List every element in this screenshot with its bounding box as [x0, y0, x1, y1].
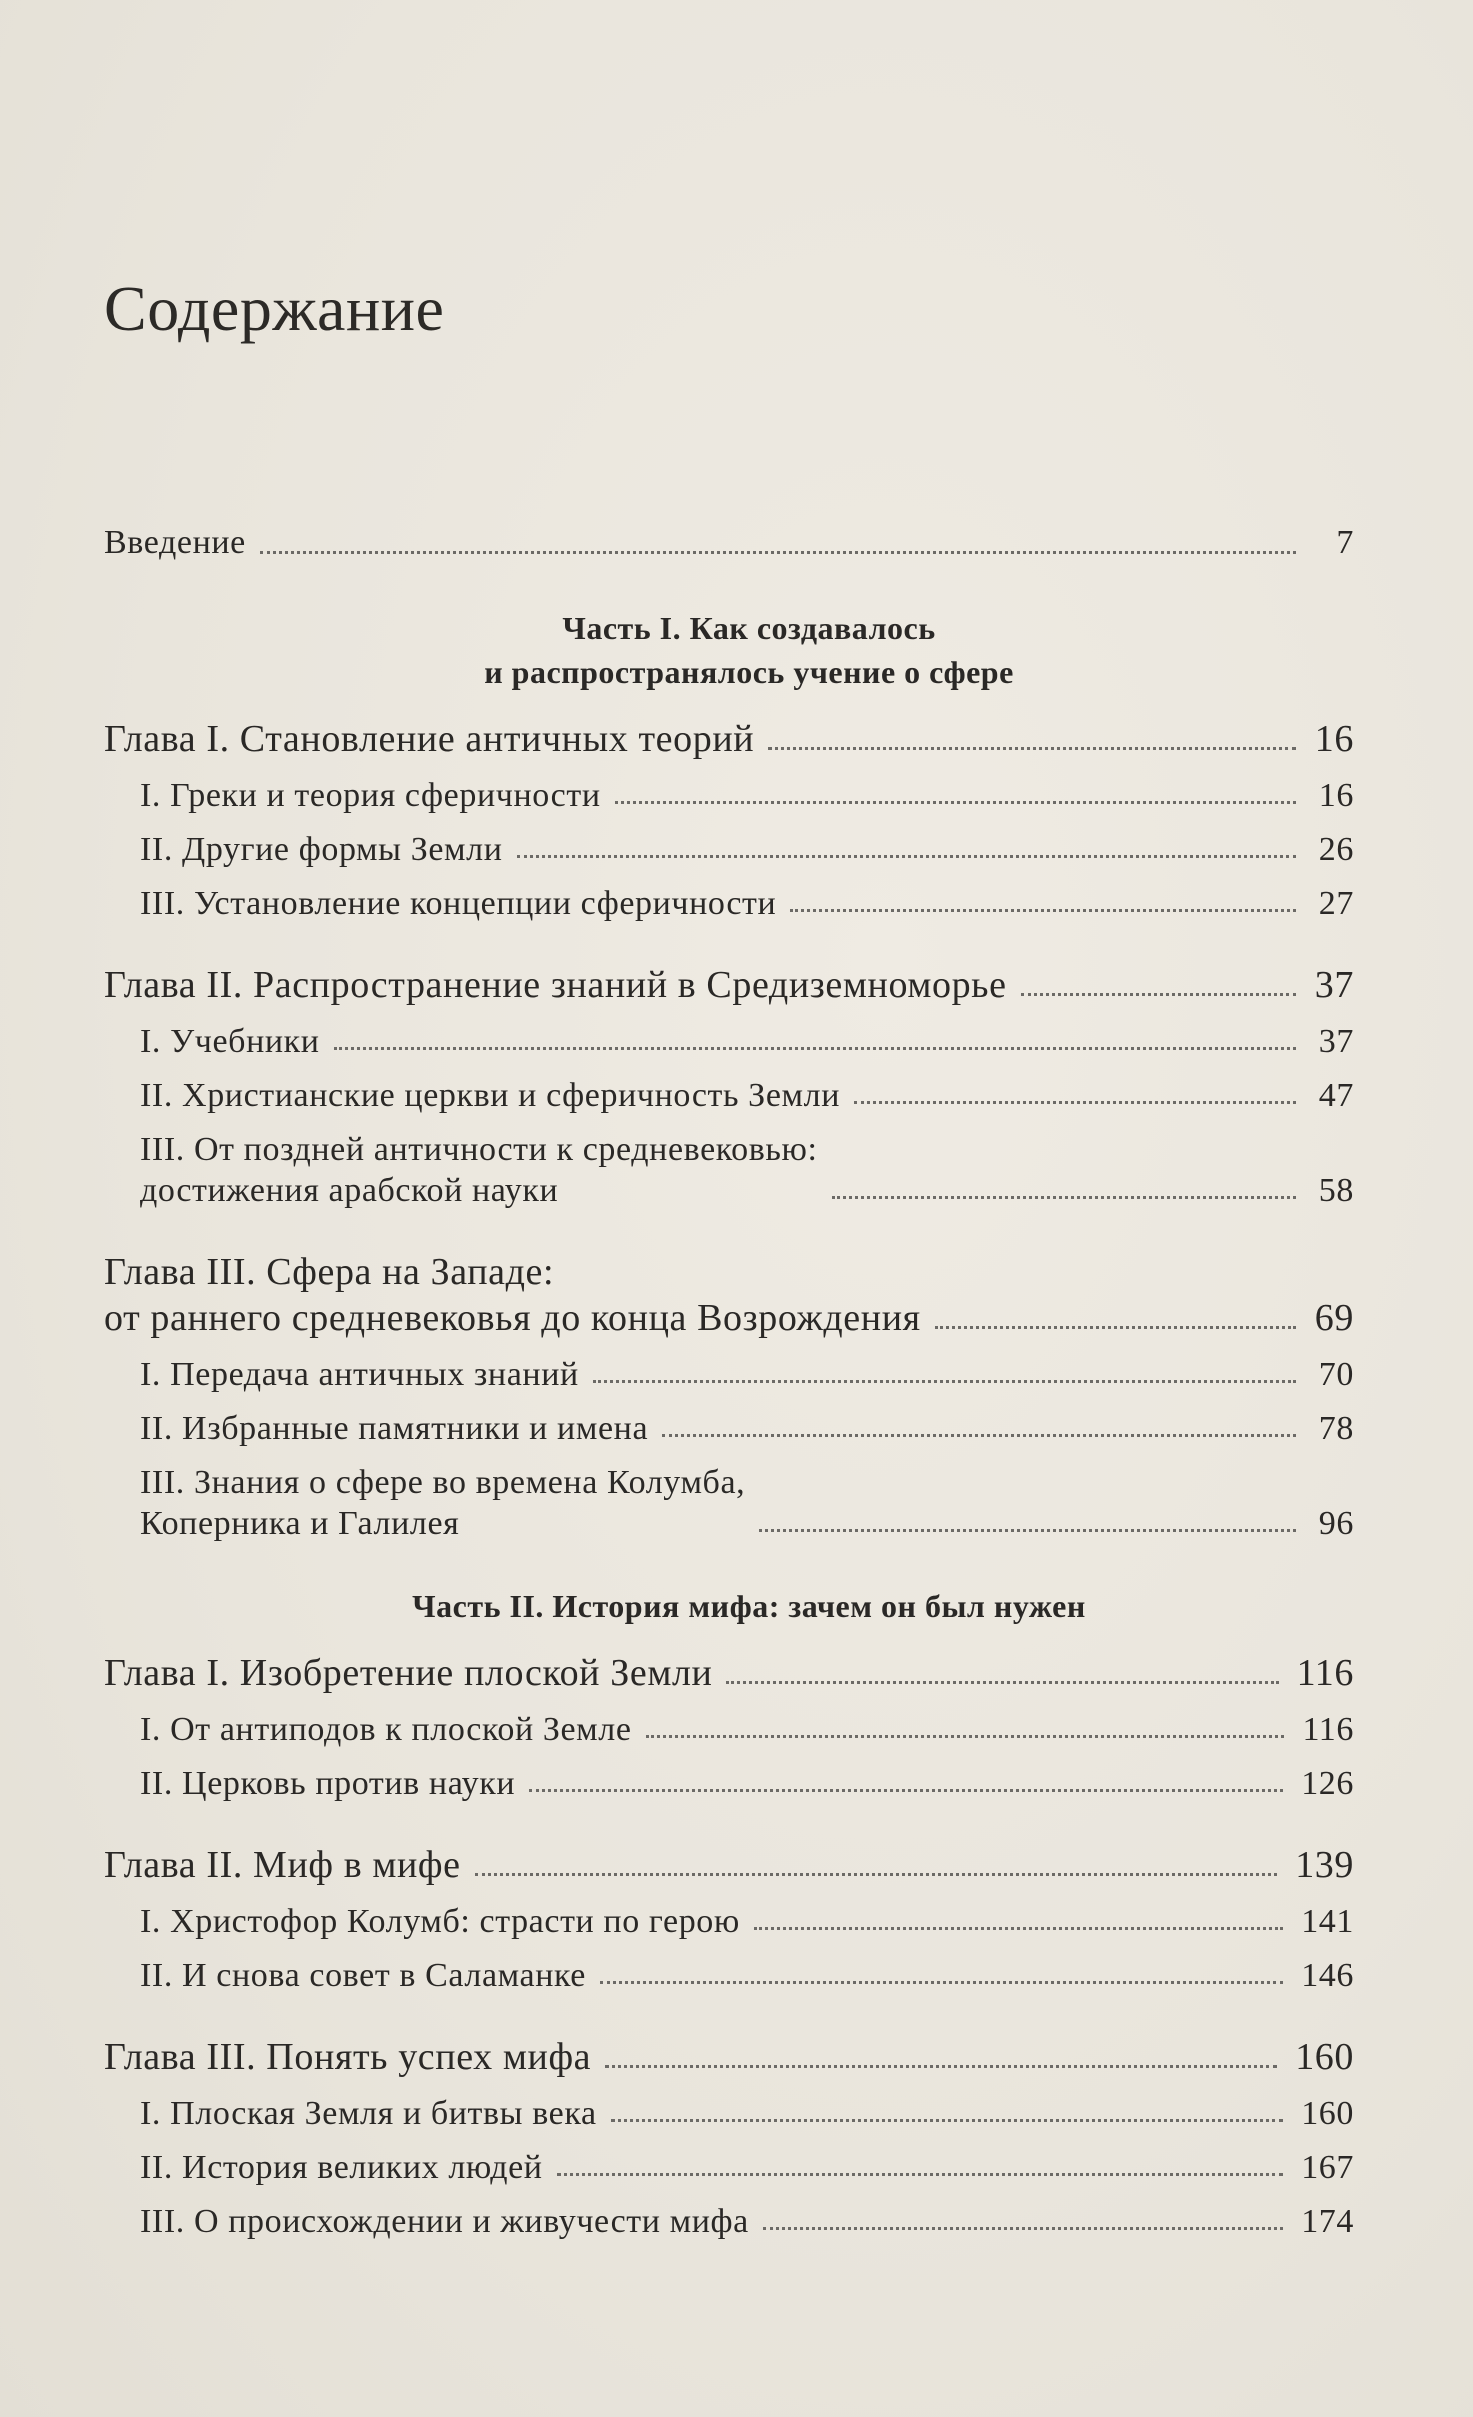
dot-leader: [593, 1380, 1296, 1383]
toc-entry-label: II. Другие формы Земли: [140, 831, 503, 868]
dot-leader: [605, 2065, 1277, 2068]
dot-leader: [517, 855, 1297, 858]
toc-entry-label: II. И снова совет в Саламанке: [140, 1957, 586, 1994]
toc-entry-section[interactable]: [104, 1709, 1354, 1750]
toc-page-number: 160: [1301, 2095, 1354, 2132]
spacer: [104, 1628, 1354, 1650]
toc-page-number: 47: [1318, 1077, 1354, 1114]
toc-entry-label: II. Церковь против науки: [140, 1765, 516, 1802]
toc-entry-chapter[interactable]: [104, 2034, 1354, 2080]
toc-page-number: 141: [1301, 1903, 1354, 1940]
toc-entry-label: III. От поздней античности к средневековью: достижения арабской науки: [140, 1131, 818, 1209]
toc-page-number: 78: [1318, 1410, 1354, 1447]
dot-leader: [611, 2119, 1284, 2122]
dot-leader: [662, 1434, 1296, 1437]
toc-entry-label: Глава I. Изобретение плоской Земли: [104, 1652, 713, 1694]
toc-entry-label: II. История великих людей: [140, 2149, 543, 2186]
toc-entry-section[interactable]: [104, 1955, 1354, 1996]
toc-entry-label: I. От антиподов к плоской Земле: [140, 1711, 632, 1748]
toc-entry-section[interactable]: [104, 2147, 1354, 2188]
dot-leader: [646, 1735, 1285, 1738]
toc-entry-section[interactable]: [104, 775, 1354, 816]
toc-entry-section[interactable]: [104, 1354, 1354, 1395]
spacer: [104, 566, 1354, 606]
toc-page-number: 160: [1295, 2036, 1354, 2078]
toc-entry-label: I. Греки и теория сферичности: [140, 777, 601, 814]
toc-parts: [104, 566, 1354, 2242]
toc-entry-chapter[interactable]: [104, 1842, 1354, 1888]
toc-entry-label: III. О происхождении и живучести мифа: [140, 2203, 749, 2240]
dot-leader: [832, 1196, 1296, 1199]
toc-entry-label: Глава III. Понять успех мифа: [104, 2036, 592, 2078]
toc-entry-section[interactable]: [104, 1021, 1354, 1062]
dot-leader: [854, 1101, 1296, 1104]
dot-leader: [768, 747, 1296, 750]
spacer: [104, 694, 1354, 716]
toc-page-number: 116: [1296, 1652, 1354, 1694]
toc-entry-label: Глава III. Сфера на Западе: от раннего средневековья до конца Возрождения: [104, 1251, 921, 1339]
dot-leader: [726, 1681, 1278, 1684]
dot-leader: [529, 1789, 1283, 1792]
spacer: [104, 924, 1354, 962]
dot-leader: [790, 909, 1296, 912]
toc-page-number: 70: [1318, 1356, 1354, 1393]
toc-page-number: 16: [1314, 718, 1354, 760]
toc-page-number: 126: [1301, 1765, 1354, 1802]
toc-page-number: 116: [1302, 1711, 1354, 1748]
toc-page-number: 26: [1318, 831, 1354, 868]
toc-entry-label: I. Христофор Колумб: страсти по герою: [140, 1903, 740, 1940]
toc-entry-label: I. Передача античных знаний: [140, 1356, 579, 1393]
toc-entry-section[interactable]: [104, 1763, 1354, 1804]
spacer: [104, 1211, 1354, 1249]
dot-leader: [475, 1873, 1278, 1876]
toc-page-number: 58: [1318, 1172, 1354, 1209]
dot-leader: [557, 2173, 1284, 2176]
toc-page-number: 139: [1295, 1844, 1354, 1886]
toc-entry-introduction[interactable]: [104, 520, 1354, 566]
toc-entry-chapter[interactable]: [104, 1650, 1354, 1696]
toc-entry-label: Введение: [104, 524, 246, 561]
toc-page-number: 37: [1314, 964, 1354, 1006]
part-heading: Часть II. История мифа: зачем он был нужен: [412, 1588, 1086, 1624]
dot-leader: [763, 2227, 1283, 2230]
toc-page-number: 174: [1301, 2203, 1354, 2240]
table-of-contents: [104, 520, 1354, 2242]
toc-entry-label: III. Установление концепции сферичности: [140, 885, 777, 922]
part-heading: Часть I. Как создавалось и распространялось учение о сфере: [484, 610, 1014, 690]
toc-page-number: 7: [1336, 524, 1354, 561]
toc-entry-label: II. Христианские церкви и сферичность Земли: [140, 1077, 840, 1114]
toc-page-number: 27: [1318, 885, 1354, 922]
toc-entry-section[interactable]: [104, 2093, 1354, 2134]
toc-entry-section[interactable]: [104, 1408, 1354, 1449]
spacer: [104, 1804, 1354, 1842]
toc-entry-section[interactable]: [104, 1129, 1354, 1211]
toc-entry-section[interactable]: [104, 1075, 1354, 1116]
page-title: Содержание: [104, 273, 445, 344]
dot-leader: [759, 1529, 1296, 1532]
toc-entry-section[interactable]: [104, 1901, 1354, 1942]
toc-entry-label: Глава I. Становление античных теорий: [104, 718, 755, 760]
toc-entry-section[interactable]: [104, 2201, 1354, 2242]
toc-entry-section[interactable]: [104, 1462, 1354, 1544]
toc-page-number: 37: [1318, 1023, 1354, 1060]
toc-entry-section[interactable]: [104, 883, 1354, 924]
spacer: [104, 1544, 1354, 1584]
dot-leader: [334, 1047, 1296, 1050]
toc-entry-label: II. Избранные памятники и имена: [140, 1410, 649, 1447]
toc-entry-label: Глава II. Распространение знаний в Средиземноморье: [104, 964, 1007, 1006]
toc-page-number: 69: [1314, 1297, 1354, 1339]
spacer: [104, 1996, 1354, 2034]
dot-leader: [600, 1981, 1283, 1984]
toc-entry-chapter[interactable]: [104, 716, 1354, 762]
toc-page-number: 96: [1318, 1505, 1354, 1542]
toc-entry-label: I. Учебники: [140, 1023, 320, 1060]
dot-leader: [1021, 993, 1296, 996]
toc-entry-chapter[interactable]: [104, 1249, 1354, 1341]
dot-leader: [615, 801, 1296, 804]
toc-entry-chapter[interactable]: [104, 962, 1354, 1008]
dot-leader: [754, 1927, 1283, 1930]
toc-entry-label: III. Знания о сфере во времена Колумба, Коперника и Галилея: [140, 1464, 746, 1542]
toc-page-number: 146: [1301, 1957, 1354, 1994]
dot-leader: [935, 1326, 1296, 1329]
toc-page-number: 167: [1301, 2149, 1354, 2186]
toc-entry-label: Глава II. Миф в мифе: [104, 1844, 461, 1886]
toc-entry-label: I. Плоская Земля и битвы века: [140, 2095, 597, 2132]
toc-page-number: 16: [1318, 777, 1354, 814]
dot-leader: [260, 551, 1296, 554]
toc-entry-section[interactable]: [104, 829, 1354, 870]
